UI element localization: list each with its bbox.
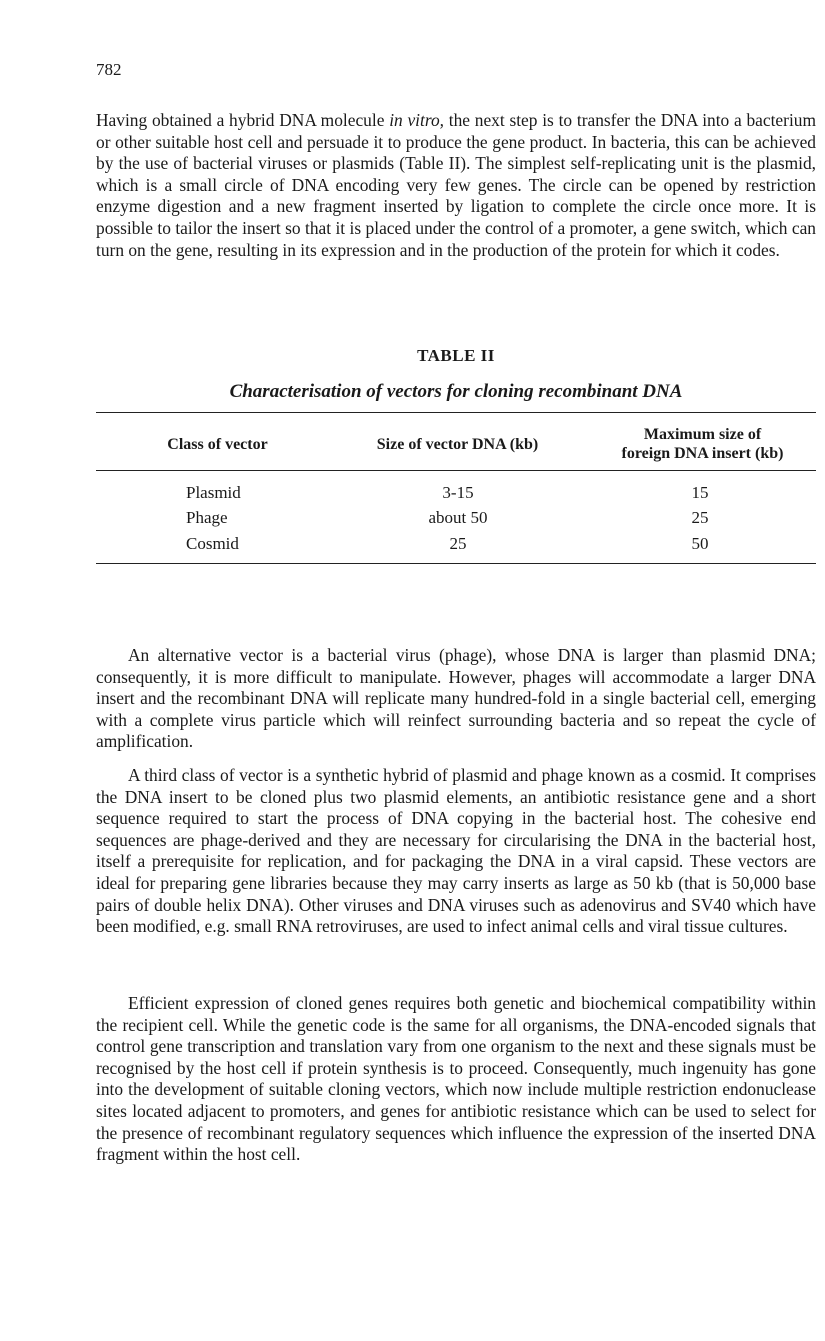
cell-class: Phage bbox=[186, 508, 228, 527]
header-max-insert bbox=[590, 425, 815, 463]
header-class-of-vector: Class of vector bbox=[167, 436, 268, 453]
table-caption: Characterisation of vectors for cloning recombinant DNA bbox=[229, 381, 683, 402]
cell-size: 25 bbox=[449, 534, 467, 553]
intro-paragraph bbox=[96, 110, 816, 261]
cell-max: 15 bbox=[691, 483, 709, 502]
header-max-insert-line1: Maximum size of bbox=[643, 426, 762, 443]
cell-max: 25 bbox=[691, 508, 709, 527]
cell-class: Plasmid bbox=[186, 483, 241, 502]
page-number: 782 bbox=[96, 60, 122, 79]
cell-size: about 50 bbox=[428, 508, 488, 527]
intro-lead: Having obtained a hybrid DNA molecule bbox=[96, 110, 390, 130]
table-top-rule bbox=[96, 412, 816, 413]
cell-max: 50 bbox=[691, 534, 709, 553]
cell-class: Cosmid bbox=[186, 534, 239, 553]
table-bottom-rule bbox=[96, 563, 816, 564]
header-max-insert-line2: foreign DNA insert (kb) bbox=[621, 445, 784, 462]
table-header-rule bbox=[96, 470, 816, 471]
table-label: TABLE II bbox=[417, 346, 495, 365]
body-paragraph: An alternative vector is a bacterial virus (phage), whose DNA is larger than plasmid DNA; consequently, it is more difficult to manipulate. However, phages will accommodate a larger DNA insert and the recombinant DNA will replicate many hundred-fold in a single bacterial cell, emerging with a complete virus particle which will reinfect surrounding bacteria and so repeat the cycle of amplification. bbox=[96, 645, 816, 752]
cell-size: 3-15 bbox=[442, 483, 474, 502]
intro-rest: the next step is to transfer the DNA into a bacterium or other suitable host cell and persuade it to produce the gene product. In bacteria, this can be achieved by the use of bacterial viruses or plasmids (Table II). The simplest self-replicating unit is the plasmid, which is a small circle of DNA encoding very few genes. The circle can be opened by restriction enzyme digestion and a new fragment inserted by ligation to complete the circle once more. It is possible to tailor the insert so that it is placed under the control of a promoter, a gene switch, which can turn on the gene, resulting in its expression and in the production of the protein for which it codes. bbox=[96, 110, 816, 260]
body-paragraph: Efficient expression of cloned genes requires both genetic and biochemical compatibility within the recipient cell. While the genetic code is the same for all organisms, the DNA-encoded signals that control gene transcription and translation vary from one organism to the next and these signals must be recognised by the host cell if protein synthesis is to proceed. Consequently, much ingenuity has gone into the development of suitable cloning vectors, which now include multiple restriction endonuclease sites located adjacent to promoters, and genes for antibiotic resistance which can be used to select for the presence of recombinant regulatory sequences which influence the expression of the inserted DNA fragment within the host cell. bbox=[96, 993, 816, 1165]
body-paragraph: A third class of vector is a synthetic hybrid of plasmid and phage known as a cosmid. It comprises the DNA insert to be cloned plus two plasmid elements, an antibiotic resistance gene and a short sequence required to start the process of DNA copying in the bacterial host. The cohesive end sequences are phage-derived and they are necessary for circularising the DNA in the bacterial host, itself a prerequisite for replication, and for packaging the DNA in a viral capsid. These vectors are ideal for preparing gene libraries because they may carry inserts as large as 50 kb (that is 50,000 base pairs of double helix DNA). Other viruses and DNA viruses such as adenovirus and SV40 which have been modified, e.g. small RNA retroviruses, are used to infect animal cells and viral tissue cultures. bbox=[96, 765, 816, 937]
header-vector-size: Size of vector DNA (kb) bbox=[376, 436, 539, 453]
intro-emphasis: in vitro, bbox=[389, 110, 445, 130]
